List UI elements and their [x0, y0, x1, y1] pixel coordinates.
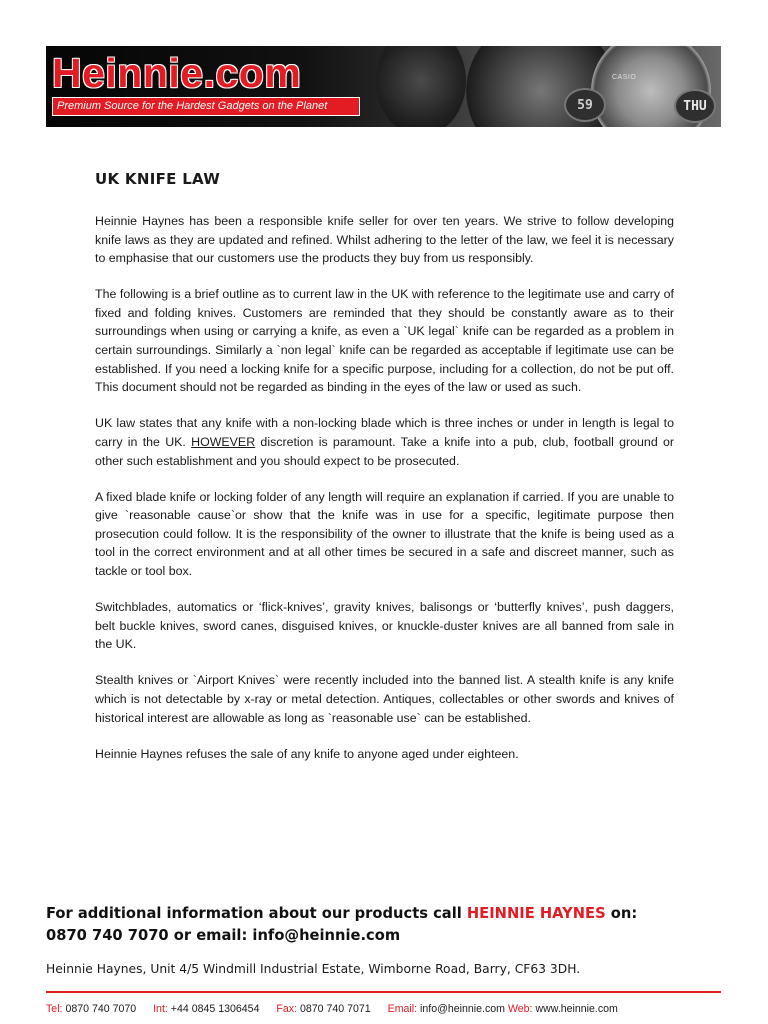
footer-divider [46, 991, 721, 993]
tel-label: Tel: [46, 1003, 63, 1015]
web-label: Web: [507, 1003, 533, 1015]
fax-label: Fax: [276, 1003, 298, 1015]
article-body [95, 170, 674, 781]
article-title: UK KNIFE LAW [95, 170, 221, 188]
contact-company: HEINNIE HAYNES [466, 905, 606, 922]
paragraph-non-locking-end: discretion is paramount. Take a knife into a pub, club, football ground or other such establishment and you should expect to be prosecuted. [95, 434, 674, 468]
paragraph-age-policy: Heinnie Haynes refuses the sale of any knife to anyone aged under eighteen. [95, 746, 519, 761]
contact-on: on: [605, 905, 638, 922]
postal-address: Heinnie Haynes, Unit 4/5 Windmill Industrial Estate, Wimborne Road, Barry, CF63 3DH. [46, 962, 581, 976]
web-link[interactable]: www.heinnie.com [535, 1003, 618, 1015]
paragraph-stealth-knives: Stealth knives or `Airport Knives` were recently included into the banned list. A stealth knife is any knife which is not detectable by x-ray or metal detection. Antiques, collectables or other swords and knives of historical interest are allowable as long as `reasonable use` can be established. [95, 673, 674, 725]
paragraph-non-locking [95, 414, 674, 470]
contact-callout [46, 903, 736, 947]
banner-knife-image [376, 46, 466, 127]
paragraph-banned-types: Switchblades, automatics or ‘flick-knives’, gravity knives, balisongs or ‘butterfly knives’, push daggers, belt buckle knives, sword canes, disguised knives, or knuckle-duster knives are all banned from sale in the UK. [95, 600, 674, 652]
watch-dial-day: THU [674, 89, 716, 123]
int-number[interactable]: +44 0845 1306454 [170, 1003, 260, 1015]
email-label: Email: [387, 1003, 418, 1015]
contact-lead: For additional information about our products call [46, 905, 467, 922]
footer-contact-bar [46, 1003, 736, 1015]
int-label: Int: [153, 1003, 168, 1015]
watch-dial-seconds: 59 [564, 88, 606, 122]
watch-brand-label: CASIO [612, 74, 637, 81]
fax-number: 0870 740 7071 [299, 1003, 371, 1015]
tel-number[interactable]: 0870 740 7070 [65, 1003, 137, 1015]
paragraph-intro: Heinnie Haynes has been a responsible knife seller for over ten years. We strive to follow developing knife laws as they are updated and refined. Whilst adhering to the letter of the law, we feel it is necessary to emphasise that our customers use the products they buy from us responsibly. [95, 214, 674, 266]
paragraph-non-locking-start: UK law states that any knife with a non-locking blade which is three inches or under in length is legal to carry in the UK. [95, 416, 674, 449]
header-banner [46, 46, 721, 127]
paragraph-fixed-blade: A fixed blade knife or locking folder of any length will require an explanation if carried. If you are unable to give `reasonable cause`or show that the knife was in use for a specific, legitimate purpose then prosecution could follow. It is the responsibility of the owner to illustrate that the knife is being used as a tool in the correct environment and at all other times be secured in a safe and discreet manner, such as tackle or tool box. [95, 489, 674, 578]
contact-phone-email[interactable]: 0870 740 7070 or email: info@heinnie.com [46, 927, 401, 944]
paragraph-outline: The following is a brief outline as to current law in the UK with reference to the legitimate use and carry of fixed and folding knives. Customers are reminded that they should be constantly aware as to their surroundings when using or carrying a knife, as even a `UK legal` knife can be regarded as a problem in certain surroundings. Similarly a `non legal` knife can be regarded as acceptable if legitimate use can be established. If you need a locking knife for a specific purpose, including for a collection, do not be put off. This document should not be regarded as binding in the eyes of the law or used as such. [95, 287, 674, 395]
site-tagline: Premium Source for the Hardest Gadgets on the Planet [52, 97, 360, 116]
however-emphasis: HOWEVER [191, 434, 256, 449]
email-link[interactable]: info@heinnie.com [420, 1003, 505, 1015]
site-logo[interactable]: Heinnie.com [52, 50, 302, 96]
